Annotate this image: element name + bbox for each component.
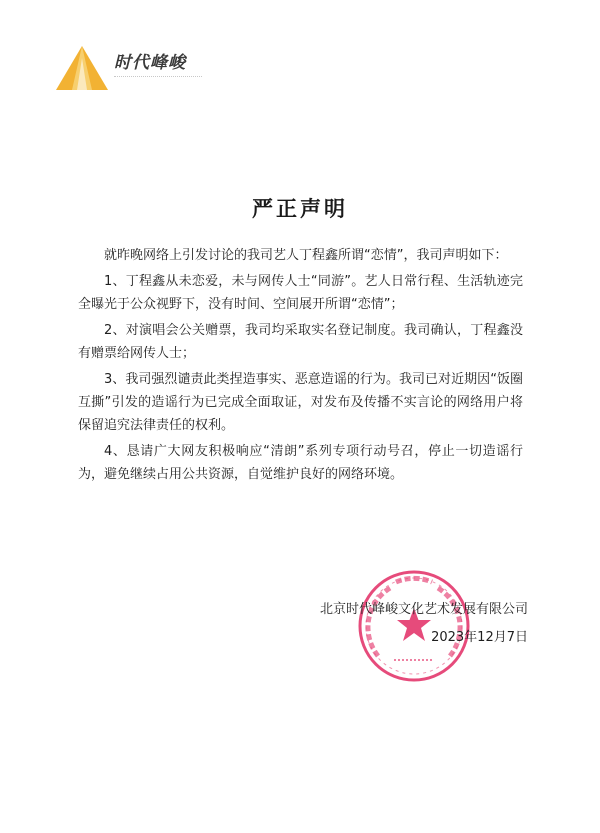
signature-date: 2023年12月7日 (431, 630, 528, 645)
point-3-paragraph: 3、我司强烈谴责此类捏造事实、恶意造谣的行为。我司已对近期因“饭圈互撕”引发的造谣行为已完成全面取证，对发布及传播不实言论的网络用户将保留追究法律责任的权利。 (78, 372, 523, 433)
intro-paragraph: 就昨晚网络上引发讨论的我司艺人丁程鑫所谓“恋情”，我司声明如下： (104, 248, 508, 263)
triangle-mountain-icon (56, 44, 108, 90)
statement-body (78, 244, 523, 489)
point-4-paragraph: 4、恳请广大网友积极响应“清朗”系列专项行动号召，停止一切造谣行为，避免继续占用公共资源，自觉维护良好的网络环境。 (78, 444, 523, 482)
point-1-paragraph: 1、丁程鑫从未恋爱，未与网传人士“同游”。艺人日常行程、生活轨迹完全曝光于公众视野下，没有时间、空间展开所谓“恋情”； (78, 274, 523, 312)
signature-company: 北京时代峰峻文化艺术发展有限公司 (319, 602, 528, 617)
document-title: 严正声明 (252, 197, 348, 221)
signature-block (320, 596, 528, 652)
logo-text: 时代峰峻 (114, 53, 186, 73)
logo-underline (114, 76, 202, 80)
company-logo (56, 42, 206, 92)
point-2-paragraph: 2、对演唱会公关赠票，我司均采取实名登记制度。我司确认，丁程鑫没有赠票给网传人士； (78, 323, 523, 361)
